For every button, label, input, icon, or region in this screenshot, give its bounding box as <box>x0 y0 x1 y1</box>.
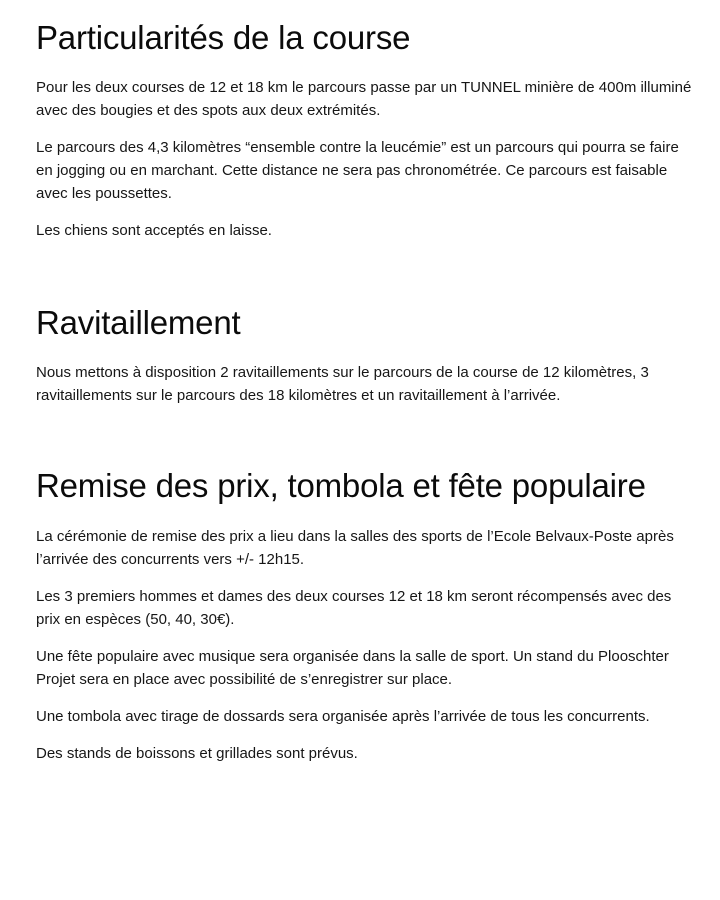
paragraph-chiens: Les chiens sont acceptés en laisse. <box>36 222 272 239</box>
section-heading: Particularités de la course <box>36 19 411 56</box>
section-ravitaillement <box>36 256 696 407</box>
section-particularites <box>36 0 696 242</box>
paragraph-tunnel: Pour les deux courses de 12 et 18 km le parcours passe par un TUNNEL minière de 400m illuminé avec des bougies et des spots aux deux extrémités. <box>36 79 692 119</box>
section-heading: Remise des prix, tombola et fête populaire <box>36 467 646 504</box>
paragraph-stands: Des stands de boissons et grillades sont prévus. <box>36 745 358 762</box>
paragraph-prix: Les 3 premiers hommes et dames des deux courses 12 et 18 km seront récompensés avec des prix en espèces (50, 40, 30€). <box>36 588 672 628</box>
paragraph-fete: Une fête populaire avec musique sera organisée dans la salle de sport. Un stand du Plooschter Projet sera en place avec possibilité de s’enregistrer sur place. <box>36 648 669 688</box>
section-remise-des-prix <box>36 421 696 765</box>
section-heading: Ravitaillement <box>36 304 241 341</box>
paragraph-tombola: Une tombola avec tirage de dossards sera organisée après l’arrivée de tous les concurrents. <box>36 708 650 725</box>
paragraph-ravitaillements: Nous mettons à disposition 2 ravitaillements sur le parcours de la course de 12 kilomètres, 3 ravitaillements sur le parcours des 18 kilomètres et un ravitaillement à l’arrivée. <box>36 364 649 404</box>
paragraph-ceremonie: La cérémonie de remise des prix a lieu dans la salles des sports de l’Ecole Belvaux-Poste après l’arrivée des concurrents vers +/- 12h15. <box>36 528 674 568</box>
page-content <box>36 0 696 779</box>
paragraph-leucemie: Le parcours des 4,3 kilomètres “ensemble contre la leucémie” est un parcours qui pourra se faire en jogging ou en marchant. Cette distance ne sera pas chronométrée. Ce parcours est faisable avec les poussettes. <box>36 139 679 202</box>
